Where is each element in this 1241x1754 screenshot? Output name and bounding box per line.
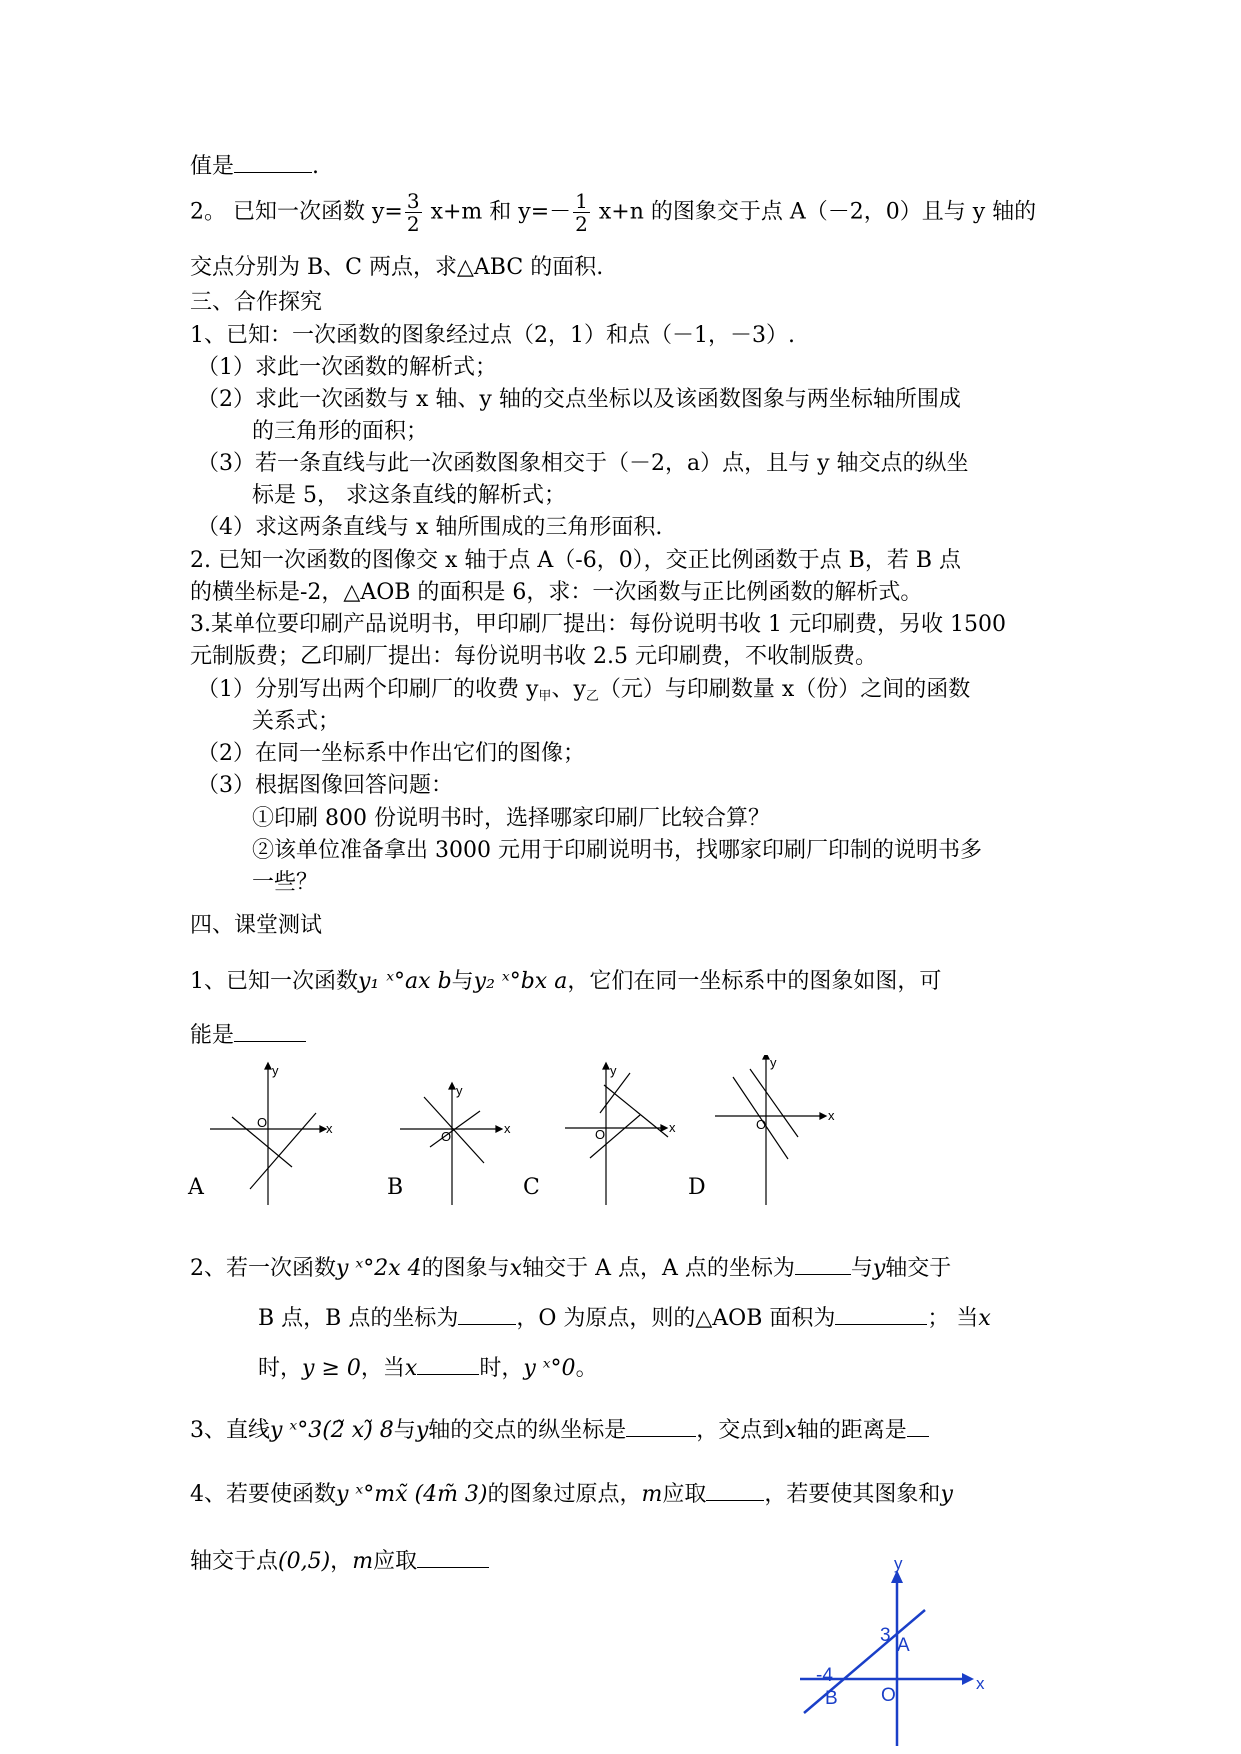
answer-blank[interactable] [458, 1302, 516, 1325]
text-line: 的横坐标是-2，△AOB 的面积是 6，求：一次函数与正比例函数的解析式。 [190, 580, 923, 605]
answer-blank[interactable] [706, 1478, 764, 1501]
text-line: （3）根据图像回答问题： [197, 773, 453, 798]
text-line: 一些？ [252, 870, 319, 895]
svg-text:-4: -4 [816, 1665, 833, 1686]
line-graph-figure [790, 1556, 990, 1746]
fraction: $\frac{1}{2}$ [575, 189, 588, 236]
text-line: 能是 [190, 1019, 306, 1052]
fraction: $\frac{3}{2}$ [406, 189, 420, 236]
answer-blank[interactable] [907, 1414, 929, 1437]
svg-text:x: x [669, 1120, 676, 1135]
option-label-a[interactable]: A [188, 1175, 204, 1200]
text-line: B 点，B 点的坐标为 ，O 为原点，则的△AOB 面积为 ； 当x [258, 1302, 991, 1335]
text-line: 2。 已知一次函数 y= $\frac{3}{2}$ x+m 和 y=－ $\frac{1}{2}$ x+n 的图象交于点 A（－2，0）且与 y 轴的 [190, 189, 1037, 236]
graph-line [804, 1610, 925, 1713]
svg-text:x: x [976, 1674, 985, 1693]
text-line: 标是 5， 求这条直线的解析式； [252, 483, 566, 508]
answer-blank[interactable] [234, 150, 312, 173]
svg-text:y: y [272, 1063, 279, 1078]
answer-blank[interactable] [234, 1019, 306, 1042]
text-line: 值是 . [190, 150, 319, 183]
text-line: 1、已知一次函数y₁ ˣ°ax b与y₂ ˣ°bx a，它们在同一坐标系中的图象如图，可 [190, 969, 942, 994]
text-line: 3、直线y ˣ°3(2̃ x)̃ 8与y轴的交点的纵坐标是 ，交点到x轴的距离是 [190, 1414, 929, 1447]
svg-text:y: y [456, 1083, 463, 1098]
text-line: 3.某单位要印刷产品说明书，甲印刷厂提出：每份说明书收 1 元印刷费，另收 1500 [190, 612, 1006, 637]
option-graphs [180, 1055, 860, 1205]
svg-text:y: y [610, 1063, 617, 1078]
svg-text:x: x [326, 1121, 333, 1136]
text-line: 4、若要使函数y ˣ°mx̃ (4m̃ 3)的图象过原点，m应取 ，若要使其图象和y [190, 1478, 953, 1511]
text-line: （2）在同一坐标系中作出它们的图像； [197, 741, 585, 766]
text-line: （4）求这两条直线与 x 轴所围成的三角形面积. [197, 515, 663, 540]
answer-blank[interactable] [835, 1302, 927, 1325]
text-line: 1、已知：一次函数的图象经过点（2，1）和点（－1，－3）. [190, 323, 795, 348]
text-line: 轴交于点(0,5)，m应取 [190, 1545, 489, 1578]
answer-blank[interactable] [626, 1414, 696, 1437]
text-line: 2、若一次函数y ˣ°2x 4的图象与x轴交于 A 点，A 点的坐标为 与y轴交于 [190, 1252, 951, 1285]
svg-text:O: O [881, 1685, 896, 1706]
option-label-c[interactable]: C [523, 1175, 540, 1200]
text-line: 的三角形的面积； [252, 419, 429, 444]
svg-text:x: x [828, 1108, 835, 1123]
text-line: 关系式； [252, 709, 341, 734]
text-line: （2）求此一次函数与 x 轴、y 轴的交点坐标以及该函数图象与两坐标轴所围成 [197, 387, 961, 412]
answer-blank[interactable] [417, 1545, 489, 1568]
svg-text:O: O [257, 1115, 268, 1130]
section-heading: 三、合作探究 [190, 290, 323, 315]
section-heading: 四、课堂测试 [190, 913, 323, 938]
answer-blank[interactable] [417, 1352, 479, 1375]
svg-text:O: O [756, 1117, 767, 1132]
text-line: 交点分别为 B、C 两点，求△ABC 的面积. [190, 255, 604, 280]
svg-text:x: x [504, 1121, 511, 1136]
text-line: ①印刷 800 份说明书时，选择哪家印刷厂比较合算？ [252, 806, 770, 831]
svg-text:O: O [595, 1127, 606, 1142]
option-label-b[interactable]: B [387, 1175, 404, 1200]
text-line: 时，y ≥ 0，当x 时，y ˣ°0。 [258, 1352, 598, 1385]
option-label-d[interactable]: D [688, 1175, 706, 1200]
answer-blank[interactable] [795, 1252, 851, 1275]
svg-text:A: A [897, 1635, 910, 1656]
svg-text:y: y [770, 1055, 777, 1070]
text-line: （3）若一条直线与此一次函数图象相交于（－2，a）点，且与 y 轴交点的纵坐 [197, 451, 969, 476]
text-line: 2. 已知一次函数的图像交 x 轴于点 A（-6，0），交正比例函数于点 B，若 B 点 [190, 548, 962, 573]
svg-text:B: B [825, 1688, 838, 1709]
text-line: （1）求此一次函数的解析式； [197, 355, 497, 380]
svg-text:O: O [441, 1129, 452, 1144]
text-line: ②该单位准备拿出 3000 元用于印刷说明书，找哪家印刷厂印制的说明书多 [252, 838, 982, 863]
svg-text:y: y [894, 1556, 903, 1573]
text-line: （1）分别写出两个印刷厂的收费 $y_甲$、$y_乙$（元）与印刷数量 x（份）之间的函数 [197, 677, 971, 704]
text-line: 元制版费；乙印刷厂提出：每份说明书收 2.5 元印刷费，不收制版费。 [190, 644, 877, 669]
svg-text:3: 3 [880, 1625, 891, 1646]
